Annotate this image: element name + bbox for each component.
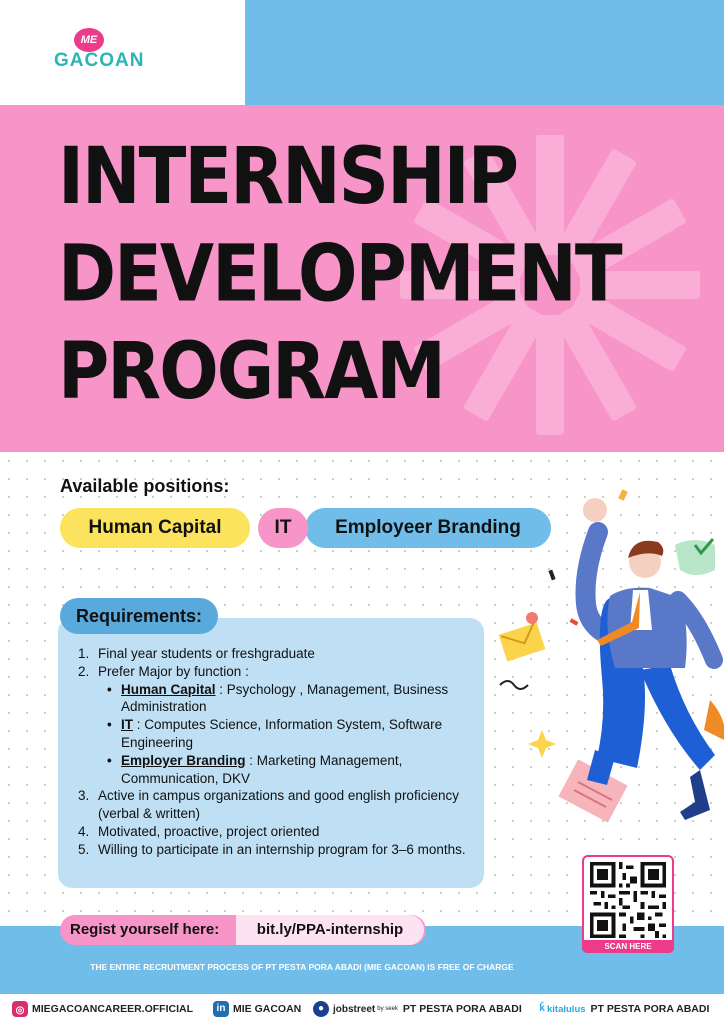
registration-link[interactable]: bit.ly/PPA-internship xyxy=(236,915,424,945)
major-item: • Human Capital : Psychology , Management, Business Administration xyxy=(107,681,449,715)
requirement-item: 1. Final year students or freshgraduate xyxy=(78,646,315,661)
position-it: IT xyxy=(258,508,308,548)
kitalulus-handle[interactable]: ǩ kitalulus PT PESTA PORA ABADI xyxy=(539,1003,710,1015)
page-title xyxy=(58,128,621,420)
jobstreet-logo: jobstreet xyxy=(333,1003,376,1015)
regist-label: Regist yourself here: xyxy=(70,921,220,938)
kitalulus-icon: ǩ xyxy=(538,1001,546,1017)
instagram-icon: ◎ xyxy=(12,1001,28,1017)
positions-heading: Available positions: xyxy=(60,476,230,496)
major-item: • IT : Computes Science, Information System, Software Engineering xyxy=(107,717,443,750)
qr-code-icon[interactable] xyxy=(590,862,666,938)
title-line-2: DEVELOPMENT xyxy=(58,227,621,320)
jumping-person-illustration xyxy=(490,470,724,860)
jobstreet-handle[interactable]: ● jobstreet by seek PT PESTA PORA ABADI xyxy=(313,1000,522,1018)
requirements-heading: Requirements: xyxy=(60,598,218,634)
position-employeer-branding: Employeer Branding xyxy=(305,508,551,548)
header-blue-area xyxy=(245,0,724,105)
requirements-list xyxy=(78,645,478,859)
major-item: • Employer Branding : Marketing Management, Communication, DKV xyxy=(107,752,403,786)
logo-bubble: ME xyxy=(74,28,104,52)
requirement-item: 3. Active in campus organizations and good english proficiency (verbal & written) xyxy=(78,788,459,822)
logo-wordmark: GACOAN xyxy=(54,50,145,71)
scan-here-label: SCAN HERE xyxy=(582,940,674,953)
requirement-item: 4. Motivated, proactive, project oriented xyxy=(78,823,320,839)
linkedin-icon: in xyxy=(213,1001,229,1017)
requirement-item: 2. Prefer Major by function : xyxy=(78,663,249,679)
title-line-3: PROGRAM xyxy=(58,325,444,417)
mie-gacoan-logo xyxy=(54,28,145,76)
sparkle-icon xyxy=(528,730,556,758)
requirement-item: 5. Willing to participate in an internship program for 3–6 months. xyxy=(78,841,466,857)
envelope-icon xyxy=(499,612,546,661)
position-human-capital: Human Capital xyxy=(60,508,250,548)
instagram-handle[interactable]: ◎ MIEGACOANCAREER.OFFICIAL xyxy=(12,1000,193,1018)
kitalulus-logo: kitalulus xyxy=(547,1003,586,1015)
jobstreet-by-seek: by seek xyxy=(377,1006,398,1012)
linkedin-handle[interactable]: in MIE GACOAN xyxy=(213,1000,301,1018)
title-line-1: INTERNSHIP xyxy=(58,130,518,223)
jobstreet-icon: ● xyxy=(313,1001,329,1017)
free-of-charge-notice: THE ENTIRE RECRUITMENT PROCESS OF PT PESTA PORA ABADI (MIE GACOAN) IS FREE OF CHARGE xyxy=(90,962,514,972)
